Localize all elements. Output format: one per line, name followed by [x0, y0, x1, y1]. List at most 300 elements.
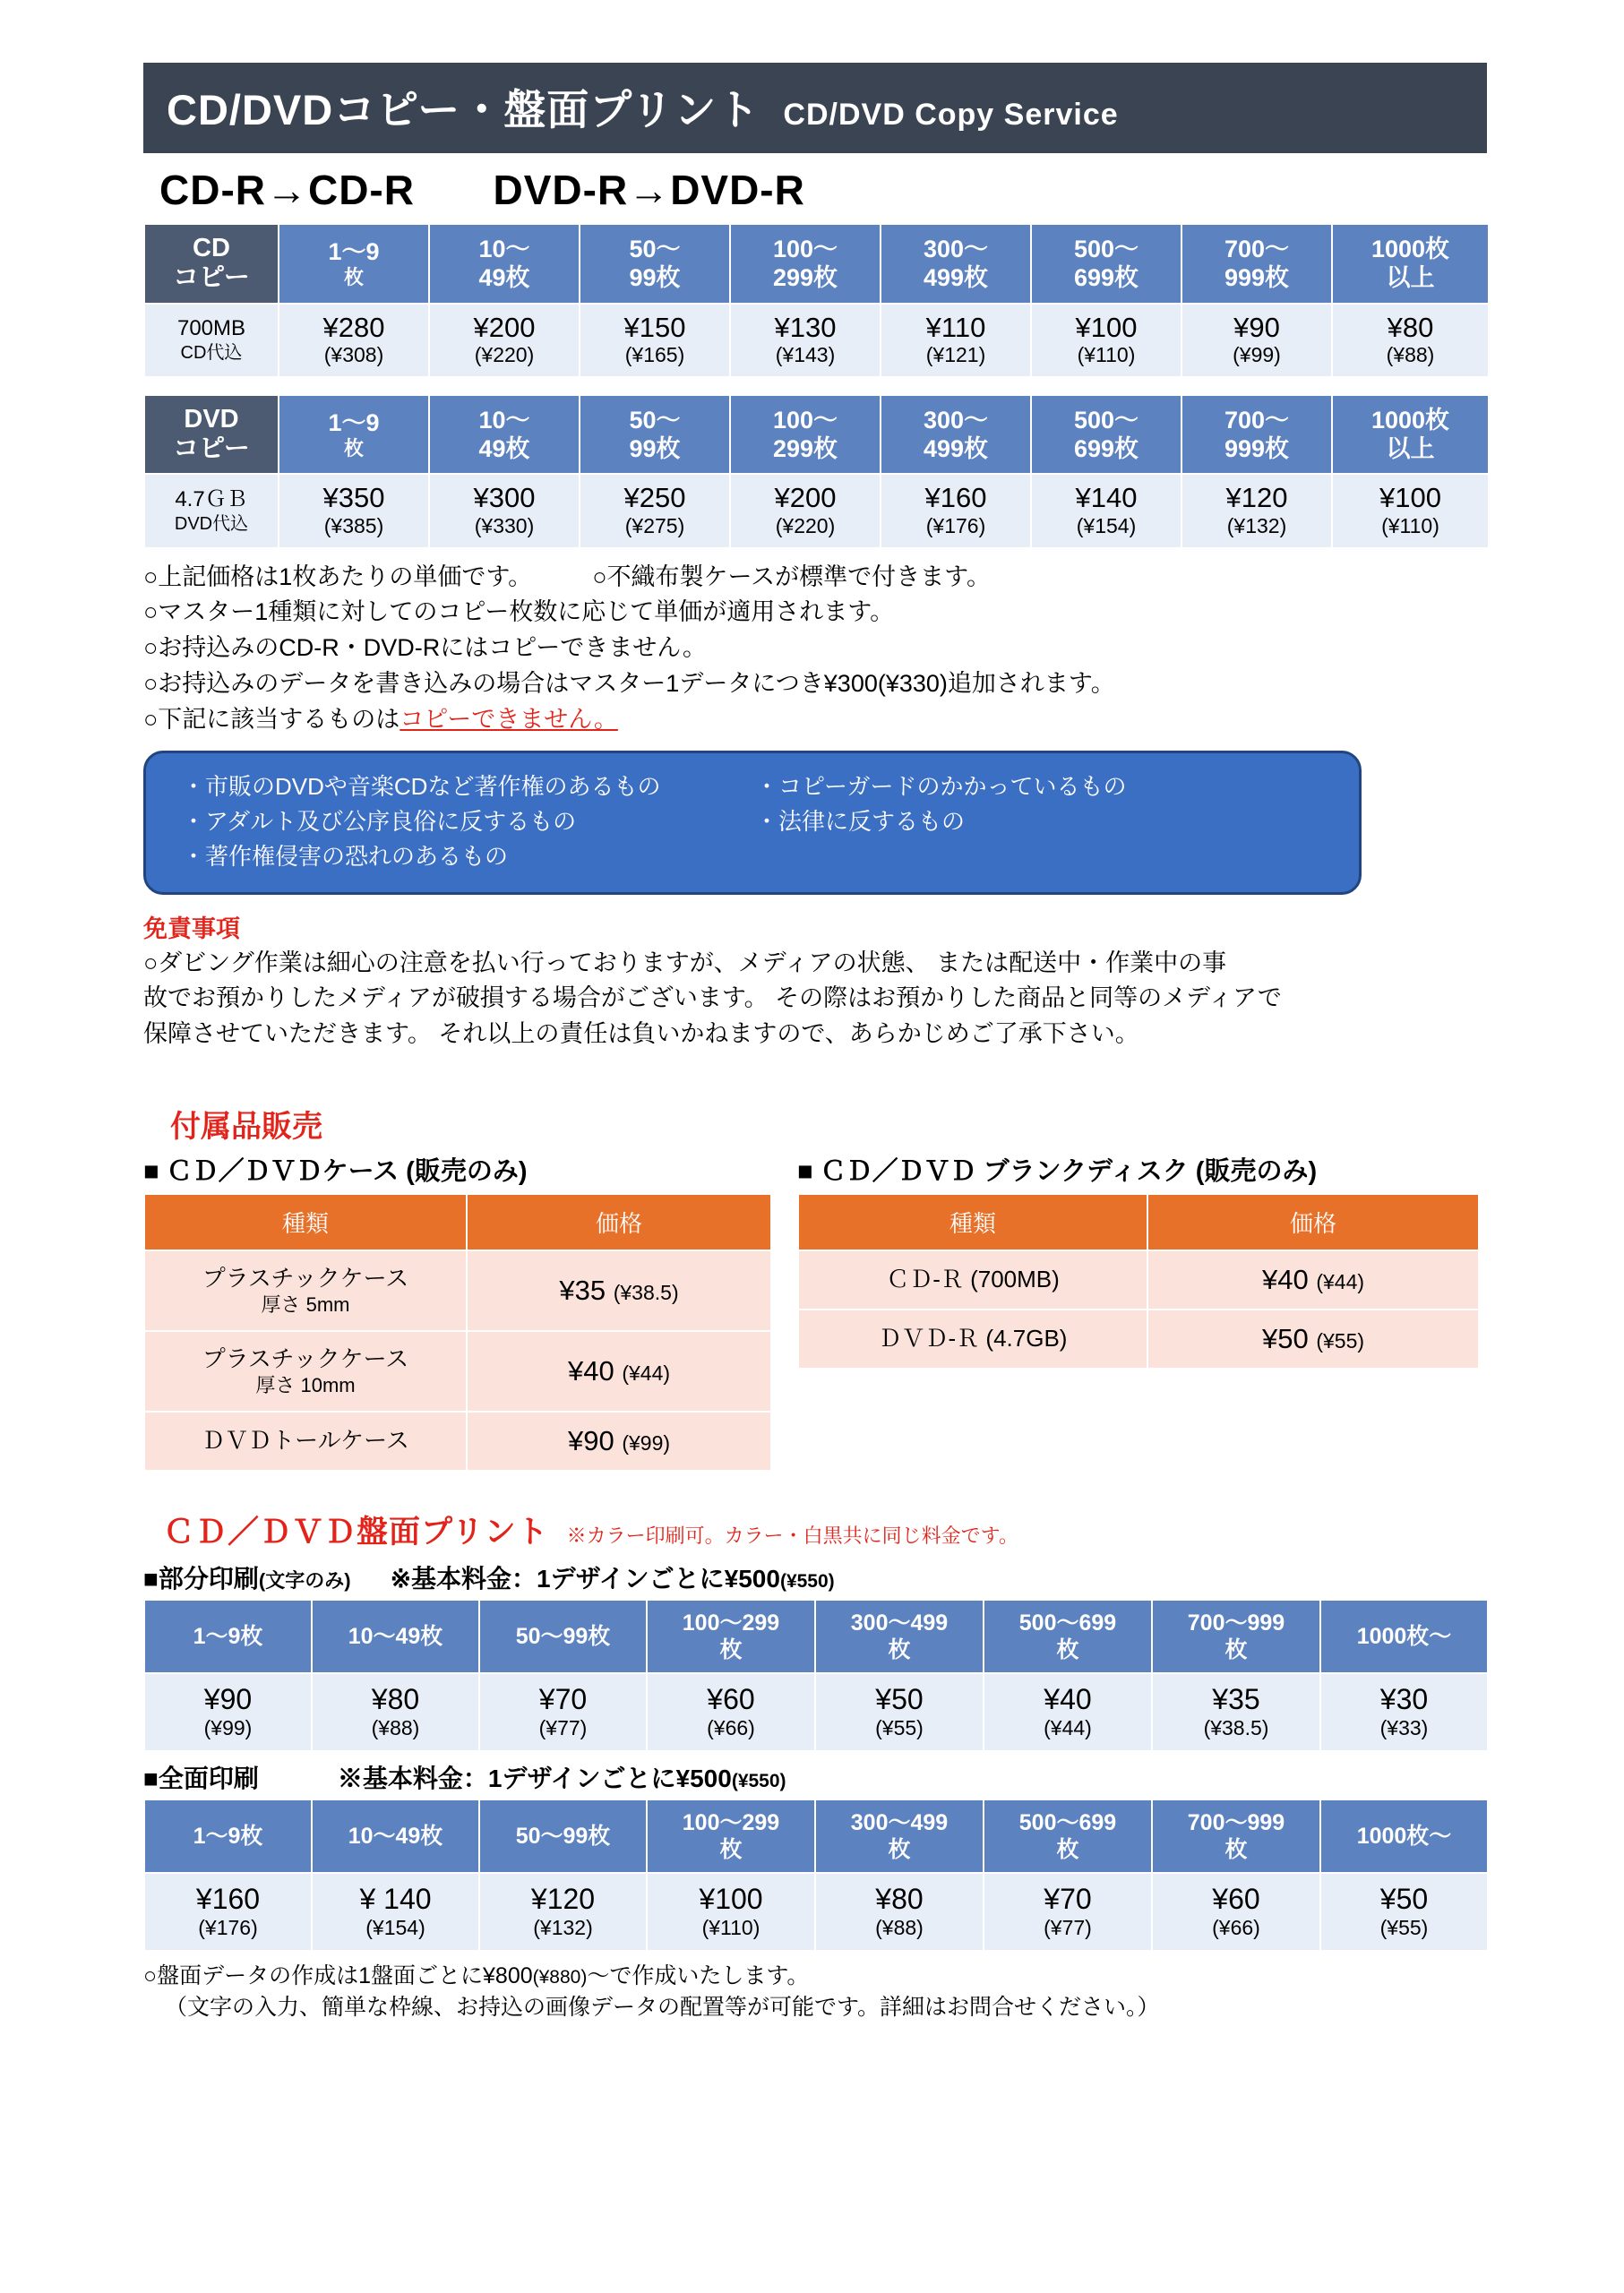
case-row-2-price: [467, 1331, 771, 1412]
full-price-7: [1152, 1873, 1320, 1951]
dvd-qty-col-4-sub: 299枚: [772, 435, 838, 463]
dvd-price-1: [279, 474, 429, 547]
restrictions-row-3: [182, 839, 1332, 874]
full-price-2-value: ¥ 140: [359, 1882, 432, 1915]
cd-price-7: [1181, 304, 1332, 377]
cd-price-3-tax: (¥165): [624, 343, 685, 367]
partial-price-4-tax: (¥66): [707, 1715, 755, 1739]
partial-print-price-row: [144, 1673, 1488, 1751]
dvd-row-label-main: 4.7ＧＢ: [175, 487, 248, 512]
cd-qty-col-4-sub: 299枚: [772, 264, 838, 292]
cdr-to-cdr-label: CD-R→CD-R: [159, 167, 415, 213]
note-line-1a: ○上記価格は1枚あたりの単価です。: [143, 563, 533, 590]
disc-print-title: ＣＤ／ＤＶＤ盤面プリント: [163, 1514, 549, 1550]
partial-price-3: [479, 1673, 647, 1751]
full-price-7-value: ¥60: [1212, 1882, 1260, 1915]
dvd-qty-col-7: [1181, 395, 1332, 475]
full-col-8-main: 1000枚〜: [1356, 1823, 1452, 1849]
blank-disc-row-1-price: [1147, 1250, 1479, 1310]
full-price-5-tax: (¥88): [875, 1915, 924, 1939]
dvd-price-4: [730, 474, 881, 547]
cd-qty-col-3: [580, 224, 730, 304]
cd-price-row: [144, 304, 1489, 377]
cases-title: ■ ＣＤ／ＤＶＤケース (販売のみ): [143, 1156, 528, 1186]
full-col-5-sub: 枚: [888, 1836, 911, 1862]
table-row: [798, 1250, 1479, 1310]
dvd-price-2-value: ¥300: [473, 482, 536, 514]
cd-qty-col-2-main: 10〜: [478, 235, 530, 262]
full-price-5: [815, 1873, 984, 1951]
blank-disc-row-2-price-value: ¥50: [1261, 1322, 1309, 1354]
cd-price-7-value: ¥90: [1233, 311, 1280, 343]
full-col-3: [479, 1799, 647, 1873]
blank-disc-header-row: [798, 1194, 1479, 1250]
partial-print-table: [143, 1599, 1489, 1752]
full-print-header-row: [144, 1799, 1488, 1873]
case-row-2-price-value: ¥40: [567, 1354, 614, 1387]
dvd-price-7: [1181, 474, 1332, 547]
case-row-1-price: [467, 1250, 771, 1331]
note-line-5-pre: ○下記に該当するものは: [143, 706, 400, 734]
copy-notes: [143, 560, 1487, 739]
restriction-left-3: ・著作権侵害の恐れのあるもの: [182, 843, 509, 871]
dvd-price-7-value: ¥120: [1225, 482, 1288, 514]
partial-price-6-value: ¥40: [1044, 1682, 1092, 1715]
partial-col-2: [312, 1600, 479, 1673]
note-line-2: ○マスター1種類に対してのコピー枚数に応じて単価が適用されます。: [143, 598, 895, 626]
full-price-5-value: ¥80: [875, 1882, 924, 1915]
cd-price-6: [1031, 304, 1181, 377]
full-col-2: [312, 1799, 479, 1873]
accessories-columns: [143, 1151, 1487, 1472]
full-print-label: ■全面印刷: [143, 1764, 259, 1792]
partial-price-5-value: ¥50: [875, 1682, 924, 1715]
full-print-heading: [143, 1759, 1487, 1795]
cd-qty-col-4-main: 100〜: [772, 235, 838, 262]
cd-qty-col-5-sub: 499枚: [923, 264, 989, 292]
dvd-copy-label-line2: コピー: [173, 434, 250, 464]
cd-qty-col-3-main: 50〜: [629, 235, 681, 262]
cases-table: [143, 1193, 772, 1472]
partial-col-4-sub: 枚: [719, 1636, 743, 1662]
dvd-header-row: [144, 395, 1489, 475]
dvd-qty-col-5-sub: 499枚: [923, 435, 989, 463]
page-content: [143, 63, 1487, 2023]
cd-price-2-value: ¥200: [473, 311, 536, 343]
dvd-qty-col-1-sub: 枚: [343, 437, 364, 460]
full-price-2: [312, 1873, 479, 1951]
cd-price-4-tax: (¥143): [775, 343, 836, 367]
dvd-price-row: [144, 474, 1489, 547]
footer-line-1-pre: ○盤面データの作成は1盤面ごとに¥800: [143, 1963, 533, 1989]
partial-print-sublabel: (文字のみ): [258, 1568, 351, 1592]
cd-price-5: [881, 304, 1031, 377]
cd-price-1-tax: (¥308): [323, 343, 384, 367]
full-col-5-main: 300〜499: [850, 1809, 949, 1835]
cd-price-1-value: ¥280: [322, 311, 385, 343]
partial-col-7-sub: 枚: [1224, 1636, 1248, 1662]
dvd-price-4-tax: (¥220): [775, 514, 836, 538]
cd-price-8-value: ¥80: [1387, 311, 1434, 343]
dvd-row-label-sub: DVD代込: [174, 513, 249, 534]
partial-price-2: [312, 1673, 479, 1751]
restriction-left-1: ・市販のDVDや音楽CDなど著作権のあるもの: [182, 773, 661, 801]
full-price-4-tax: (¥110): [701, 1915, 760, 1939]
full-price-6-tax: (¥77): [1044, 1915, 1092, 1939]
dvd-qty-col-8: [1332, 395, 1489, 475]
table-row: [798, 1310, 1479, 1369]
note-line-1: [143, 560, 1487, 596]
full-col-2-main: 10〜49枚: [348, 1823, 443, 1849]
cd-price-4-value: ¥130: [774, 311, 837, 343]
accessories-section-title: 付属品販売: [170, 1109, 322, 1144]
full-price-8-tax: (¥55): [1379, 1915, 1429, 1939]
dvd-qty-col-7-sub: 999枚: [1224, 435, 1290, 463]
cd-price-6-value: ¥100: [1075, 311, 1138, 343]
case-row-1-price-tax: (¥38.5): [613, 1280, 679, 1304]
partial-price-1: [144, 1673, 312, 1751]
footer-line-1: [143, 1961, 1487, 1992]
cd-qty-col-5: [881, 224, 1031, 304]
partial-col-6-sub: 枚: [1056, 1636, 1079, 1662]
footer-line-2: （文字の入力、簡単な枠線、お持込の画像データの配置等が可能です。詳細はお問合せください。）: [165, 1995, 1160, 2021]
partial-price-2-value: ¥80: [371, 1682, 420, 1715]
cd-qty-col-3-sub: 99枚: [629, 264, 681, 292]
cd-row-label: [144, 304, 279, 377]
media-conversion-title: [159, 166, 1487, 214]
disclaimer-title: 免責事項: [143, 915, 240, 943]
dvd-price-2: [429, 474, 580, 547]
partial-col-5: [815, 1600, 984, 1673]
cd-header-row: [144, 224, 1489, 304]
partial-print-header-row: [144, 1600, 1488, 1673]
partial-price-2-tax: (¥88): [371, 1715, 420, 1739]
full-price-2-tax: (¥154): [365, 1915, 425, 1939]
blank-disc-row-1-price-tax: (¥44): [1316, 1269, 1365, 1293]
disclaimer-line-1: ○ダビング作業は細心の注意を払い行っておりますが、メディアの状態、 または配送中・作業中の事: [143, 949, 1227, 977]
dvd-price-8: [1332, 474, 1489, 547]
full-col-1-main: 1〜9枚: [193, 1823, 263, 1849]
blank-disc-row-2-price-tax: (¥55): [1316, 1328, 1365, 1353]
dvd-price-1-tax: (¥385): [323, 514, 384, 538]
cd-copy-label-line2: コピー: [173, 263, 250, 293]
blank-disc-row-1-price-value: ¥40: [1261, 1263, 1309, 1295]
cd-qty-col-2: [429, 224, 580, 304]
full-price-3-tax: (¥132): [533, 1915, 593, 1939]
dvd-price-5-value: ¥160: [924, 482, 987, 514]
full-price-6: [984, 1873, 1152, 1951]
full-col-6: [984, 1799, 1152, 1873]
cd-price-3-value: ¥150: [623, 311, 686, 343]
cases-header-row: [144, 1194, 771, 1250]
case-row-2-price-tax: (¥44): [622, 1361, 671, 1385]
cd-qty-col-1: [279, 224, 429, 304]
footer-line-1-post: 〜で作成いたします。: [587, 1963, 810, 1989]
cd-row-label-sub: CD代込: [180, 343, 243, 364]
dvd-price-2-tax: (¥330): [474, 514, 535, 538]
dvd-price-8-tax: (¥110): [1381, 514, 1439, 538]
dvd-qty-col-5-main: 300〜: [923, 406, 989, 434]
cd-qty-col-1-main: 1〜9: [328, 237, 380, 265]
partial-price-7-tax: (¥38.5): [1203, 1715, 1269, 1739]
dvd-price-8-value: ¥100: [1379, 482, 1441, 514]
case-row-1-name-sub: 厚さ 5mm: [261, 1293, 350, 1317]
partial-col-5-sub: 枚: [888, 1636, 911, 1662]
cd-copy-label-line1: CD: [193, 234, 230, 262]
dvd-price-5-tax: (¥176): [925, 514, 986, 538]
restriction-right-1: ・コピーガードのかかっているもの: [755, 773, 1127, 801]
restriction-right-3: [755, 839, 1310, 874]
cd-qty-col-6-main: 500〜: [1073, 235, 1139, 262]
partial-price-6-tax: (¥44): [1044, 1715, 1092, 1739]
partial-print-base-fee: ※基本料金：1デザインごとに¥500: [390, 1564, 780, 1593]
cd-qty-col-6-sub: 699枚: [1073, 264, 1139, 292]
disclaimer-body: [143, 946, 1424, 1051]
disclaimer-line-2: 故でお預かりしたメディアが破損する場合がございます。 その際はお預かりした商品と同等のメディアで: [143, 984, 1282, 1012]
cd-qty-col-5-main: 300〜: [923, 235, 989, 262]
partial-price-4-value: ¥60: [707, 1682, 755, 1715]
blank-disc-header-type: 種類: [798, 1194, 1147, 1250]
case-row-3-price: [467, 1412, 771, 1471]
note-line-3: ○お持込みのCD-R・DVD-Rにはコピーできません。: [143, 634, 707, 662]
cd-price-6-tax: (¥110): [1077, 343, 1136, 367]
dvd-price-3-tax: (¥275): [624, 514, 685, 538]
table-row: [144, 1250, 771, 1331]
dvd-qty-col-1: [279, 395, 429, 475]
cases-header-type: 種類: [144, 1194, 467, 1250]
partial-print-label: ■部分印刷: [143, 1564, 259, 1593]
partial-col-8-main: 1000枚〜: [1356, 1623, 1452, 1649]
dvd-price-4-value: ¥200: [774, 482, 837, 514]
cd-price-2: [429, 304, 580, 377]
full-col-7-main: 700〜999: [1187, 1809, 1285, 1835]
dvd-qty-col-7-main: 700〜: [1224, 406, 1290, 434]
cd-qty-col-8: [1332, 224, 1489, 304]
disclaimer-line-3: 保障させていただきます。 それ以上の責任は負いかねますので、あらかじめご了承下さい。: [143, 1019, 1139, 1047]
dvd-qty-col-2: [429, 395, 580, 475]
full-print-base-fee-tax: (¥550): [731, 1770, 786, 1791]
cd-price-3: [580, 304, 730, 377]
dvd-qty-col-6: [1031, 395, 1181, 475]
cd-row-label-main: 700MB: [176, 316, 246, 341]
full-price-3-value: ¥120: [530, 1882, 596, 1915]
note-line-4: ○お持込みのデータを書き込みの場合はマスター1データにつき¥300(¥330)追加されます。: [143, 670, 1115, 698]
cd-qty-col-4: [730, 224, 881, 304]
full-price-1-tax: (¥176): [198, 1915, 258, 1939]
partial-price-5-tax: (¥55): [875, 1715, 924, 1739]
cd-price-5-tax: (¥121): [925, 343, 986, 367]
cd-price-8-tax: (¥88): [1386, 343, 1435, 367]
blank-disc-column: [797, 1151, 1480, 1472]
partial-col-7: [1152, 1600, 1320, 1673]
dvd-qty-col-6-sub: 699枚: [1073, 435, 1139, 463]
full-price-8-value: ¥50: [1379, 1882, 1429, 1915]
cd-qty-col-8-main: 1000枚: [1371, 235, 1450, 262]
restrictions-row-2: [182, 804, 1332, 839]
partial-col-2-main: 10〜49枚: [348, 1623, 443, 1649]
cases-header-price: 価格: [467, 1194, 771, 1250]
cd-price-4: [730, 304, 881, 377]
restrictions-box: [143, 751, 1362, 895]
full-price-4-value: ¥100: [699, 1882, 763, 1915]
blank-disc-title: ■ ＣＤ／ＤＶＤ ブランクディスク (販売のみ): [797, 1156, 1318, 1186]
full-col-5: [815, 1799, 984, 1873]
dvd-price-6-tax: (¥154): [1076, 514, 1137, 538]
dvd-price-3: [580, 474, 730, 547]
dvd-price-3-value: ¥250: [623, 482, 686, 514]
dvd-qty-col-3: [580, 395, 730, 475]
full-col-8: [1320, 1799, 1488, 1873]
partial-price-1-tax: (¥99): [203, 1715, 253, 1739]
dvd-price-7-tax: (¥132): [1226, 514, 1287, 538]
dvd-price-6: [1031, 474, 1181, 547]
partial-col-5-main: 300〜499: [850, 1610, 949, 1636]
banner-title-en: CD/DVD Copy Service: [783, 98, 1119, 132]
restrictions-row-1: [182, 769, 1332, 804]
partial-col-6-main: 500〜699: [1018, 1610, 1117, 1636]
full-col-7: [1152, 1799, 1320, 1873]
partial-price-3-value: ¥70: [538, 1682, 588, 1715]
dvd-copy-label-line1: DVD: [184, 404, 239, 434]
partial-col-3: [479, 1600, 647, 1673]
cd-price-1: [279, 304, 429, 377]
copy-price-table: [143, 223, 1490, 549]
cd-qty-col-7-main: 700〜: [1224, 235, 1290, 262]
full-price-4: [647, 1873, 815, 1951]
full-col-4-main: 100〜299: [682, 1809, 780, 1835]
case-row-1-price-value: ¥35: [559, 1274, 606, 1306]
partial-price-7-value: ¥35: [1212, 1682, 1260, 1715]
partial-col-3-main: 50〜99枚: [515, 1623, 611, 1649]
dvd-qty-col-8-main: 1000枚: [1371, 406, 1450, 434]
case-row-1-name: [144, 1250, 467, 1331]
case-row-1-name-main: プラスチックケース: [202, 1264, 409, 1292]
table-row: [144, 1331, 771, 1412]
cd-price-7-tax: (¥99): [1233, 343, 1281, 367]
note-line-5-highlight: コピーできません。: [400, 706, 618, 734]
dvd-price-5: [881, 474, 1031, 547]
restriction-right-2: ・法律に反するもの: [755, 808, 966, 836]
table-row: [144, 1412, 771, 1471]
full-price-7-tax: (¥66): [1212, 1915, 1260, 1939]
partial-price-7: [1152, 1673, 1320, 1751]
dvdr-to-dvdr-label: DVD-R→DVD-R: [493, 167, 805, 213]
full-print-price-row: [144, 1873, 1488, 1951]
note-line-5: [143, 702, 1487, 738]
cd-qty-col-6: [1031, 224, 1181, 304]
cases-column: [143, 1151, 772, 1472]
footer-line-1-tax: (¥880): [532, 1967, 588, 1988]
blank-disc-row-2-price: [1147, 1310, 1479, 1369]
case-row-3-price-value: ¥90: [567, 1424, 614, 1456]
blank-disc-row-1-name: ＣＤ-Ｒ (700MB): [798, 1250, 1147, 1310]
full-col-6-main: 500〜699: [1018, 1809, 1117, 1835]
partial-print-heading: [143, 1559, 1487, 1595]
partial-price-8: [1320, 1673, 1488, 1751]
blank-disc-table: [797, 1193, 1480, 1370]
cd-qty-col-8-sub: 以上: [1386, 264, 1435, 292]
page-banner: [143, 63, 1487, 153]
dvd-qty-col-3-sub: 99枚: [629, 435, 681, 463]
full-price-8: [1320, 1873, 1488, 1951]
full-price-3: [479, 1873, 647, 1951]
full-col-1: [144, 1799, 312, 1873]
case-row-2-name: [144, 1331, 467, 1412]
cd-copy-label: [144, 224, 279, 304]
cd-qty-col-2-sub: 49枚: [478, 264, 530, 292]
blank-disc-header-price: 価格: [1147, 1194, 1479, 1250]
cd-qty-col-7-sub: 999枚: [1224, 264, 1290, 292]
dvd-qty-col-4: [730, 395, 881, 475]
case-row-3-price-tax: (¥99): [622, 1430, 671, 1455]
dvd-price-1-value: ¥350: [322, 482, 385, 514]
case-row-3-name-main: ＤＶＤトールケース: [202, 1427, 409, 1455]
disc-print-heading: [163, 1507, 1487, 1552]
partial-price-4: [647, 1673, 815, 1751]
full-col-3-main: 50〜99枚: [515, 1823, 611, 1849]
partial-price-3-tax: (¥77): [538, 1715, 588, 1739]
case-row-2-name-sub: 厚さ 10mm: [255, 1374, 356, 1397]
print-footer-notes: [143, 1961, 1487, 2023]
dvd-qty-col-8-sub: 以上: [1386, 435, 1435, 463]
dvd-qty-col-1-main: 1〜9: [328, 408, 380, 436]
full-price-1-value: ¥160: [195, 1882, 261, 1915]
partial-col-1-main: 1〜9枚: [193, 1623, 263, 1649]
partial-print-base-fee-tax: (¥550): [779, 1570, 835, 1592]
banner-title-jp: CD/DVDコピー・盤面プリント: [167, 86, 760, 133]
full-print-table: [143, 1799, 1489, 1952]
full-print-base-fee: ※基本料金：1デザインごとに¥500: [337, 1764, 732, 1792]
dvd-price-6-value: ¥140: [1075, 482, 1138, 514]
cd-price-2-tax: (¥220): [474, 343, 535, 367]
table-spacer: [144, 377, 1489, 395]
partial-price-8-tax: (¥33): [1379, 1715, 1429, 1739]
cd-qty-col-7: [1181, 224, 1332, 304]
dvd-copy-label: [144, 395, 279, 475]
dvd-qty-col-5: [881, 395, 1031, 475]
partial-col-8: [1320, 1600, 1488, 1673]
disc-print-note: ※カラー印刷可。カラー・白黒共に同じ料金です。: [566, 1524, 1018, 1547]
full-price-1: [144, 1873, 312, 1951]
partial-col-4: [647, 1600, 815, 1673]
full-col-6-sub: 枚: [1056, 1836, 1079, 1862]
dvd-qty-col-3-main: 50〜: [629, 406, 681, 434]
restriction-left-2: ・アダルト及び公序良俗に反するもの: [182, 808, 577, 836]
case-row-3-name: [144, 1412, 467, 1471]
dvd-qty-col-2-sub: 49枚: [478, 435, 530, 463]
dvd-qty-col-4-main: 100〜: [772, 406, 838, 434]
partial-col-6: [984, 1600, 1152, 1673]
dvd-qty-col-2-main: 10〜: [478, 406, 530, 434]
full-col-4: [647, 1799, 815, 1873]
partial-price-1-value: ¥90: [203, 1682, 253, 1715]
partial-col-4-main: 100〜299: [682, 1610, 780, 1636]
partial-col-1: [144, 1600, 312, 1673]
blank-disc-row-2-name: ＤＶＤ-Ｒ (4.7GB): [798, 1310, 1147, 1369]
full-col-7-sub: 枚: [1224, 1836, 1248, 1862]
partial-col-7-main: 700〜999: [1187, 1610, 1285, 1636]
cd-price-8: [1332, 304, 1489, 377]
cd-price-5-value: ¥110: [925, 311, 986, 343]
note-line-1b: ○不織布製ケースが標準で付きます。: [592, 563, 992, 590]
partial-price-5: [815, 1673, 984, 1751]
case-row-2-name-main: プラスチックケース: [202, 1344, 409, 1372]
dvd-qty-col-6-main: 500〜: [1073, 406, 1139, 434]
cd-qty-col-1-sub: 枚: [343, 266, 364, 289]
partial-price-8-value: ¥30: [1379, 1682, 1429, 1715]
full-col-4-sub: 枚: [719, 1836, 743, 1862]
dvd-row-label: [144, 474, 279, 547]
